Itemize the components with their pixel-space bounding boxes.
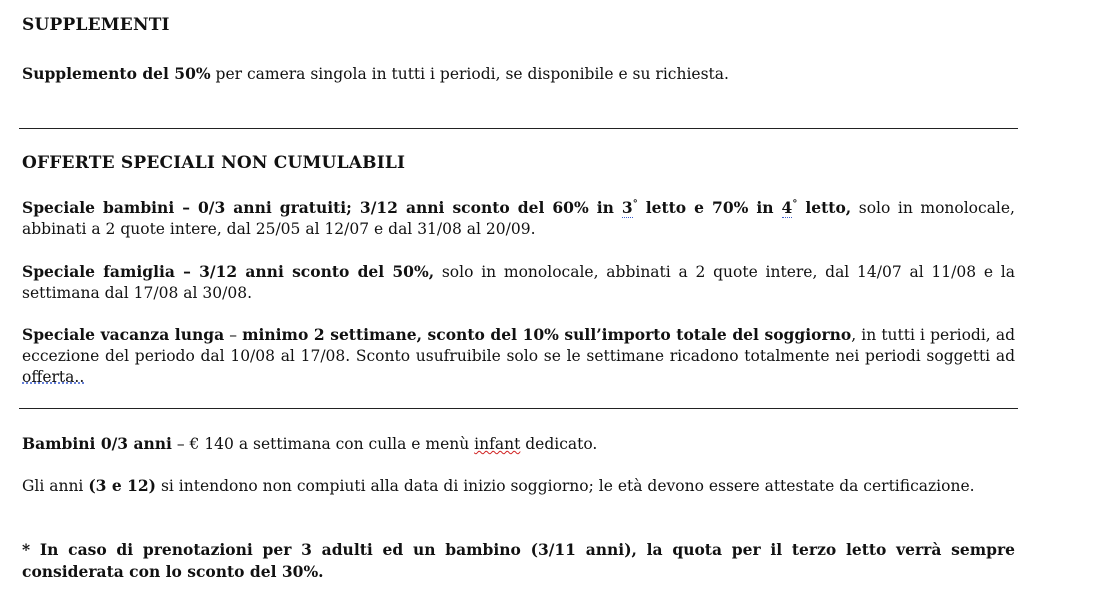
eta-text-a: Gli anni [22, 477, 89, 495]
bambini-third-degree: ° [632, 198, 638, 210]
bambini-third-number: 3 [621, 198, 633, 217]
divider-2 [19, 408, 1018, 409]
bambini-fourth-number: 4 [781, 198, 793, 217]
vacanza-bold-b: minimo 2 settimane, sconto del 10% sull’importo totale del soggiorno [242, 325, 852, 344]
bambini-bold-c: letto, [797, 198, 852, 217]
bambini-note-text-b: dedicato. [520, 435, 598, 453]
supplemento-bold: Supplemento del 50% [22, 64, 211, 83]
bambini-bold-b: letto e 70% in [637, 198, 782, 217]
famiglia-text: solo in monolocale, abbinati a 2 quote intere, dal 14/07 al 11/08 e la settimana dal 17/08 al 30/08. [22, 263, 1015, 302]
supplemento-text: per camera singola in tutti i periodi, se disponibile e su richiesta. [210, 65, 729, 83]
eta-bold: (3 e 12) [88, 476, 157, 495]
vacanza-offerta-link: offerta.. [22, 368, 85, 386]
supplementi-heading: SUPPLEMENTI [22, 15, 170, 35]
bambini-note-bold: Bambini 0/3 anni [22, 434, 172, 453]
vacanza-bold-a: Speciale vacanza lunga [22, 325, 225, 344]
footnote-paragraph [22, 539, 1015, 583]
speciale-vacanza-paragraph [22, 324, 1015, 388]
vacanza-dash: – [224, 326, 243, 344]
speciale-famiglia-paragraph [22, 261, 1015, 304]
supplemento-paragraph [22, 63, 1015, 85]
bambini-note-text-a: – € 140 a settimana con culla e menù [171, 435, 475, 453]
offerte-heading: OFFERTE SPECIALI NON CUMULABILI [22, 153, 406, 173]
famiglia-bold: Speciale famiglia – 3/12 anni sconto del 50%, [22, 262, 435, 281]
eta-text-b: si intendono non compiuti alla data di inizio soggiorno; le età devono essere attestate da certificazione. [156, 477, 975, 495]
divider-1 [19, 128, 1018, 129]
bambini-bold-a: Speciale bambini – 0/3 anni gratuiti; 3/12 anni sconto del 60% in [22, 198, 622, 217]
footnote-text: * In caso di prenotazioni per 3 adulti ed un bambino (3/11 anni), la quota per il terzo letto verrà sempre considerata con lo sconto del 30%. [22, 540, 1015, 581]
bambini-text: solo in monolocale, abbinati a 2 quote intere, dal 25/05 al 12/07 e dal 31/08 al 20/09. [22, 199, 1015, 238]
vacanza-text: , in tutti i periodi, ad eccezione del periodo dal 10/08 al 17/08. Sconto usufruibile solo se le settimane ricadono totalmente nei periodi soggetti ad [22, 326, 1015, 365]
speciale-bambini-paragraph [22, 197, 1015, 240]
bambini-note-infant: infant [474, 435, 521, 453]
bambini-note-paragraph [22, 433, 1015, 455]
bambini-fourth-degree: ° [792, 198, 798, 210]
eta-note-paragraph [22, 475, 1015, 497]
